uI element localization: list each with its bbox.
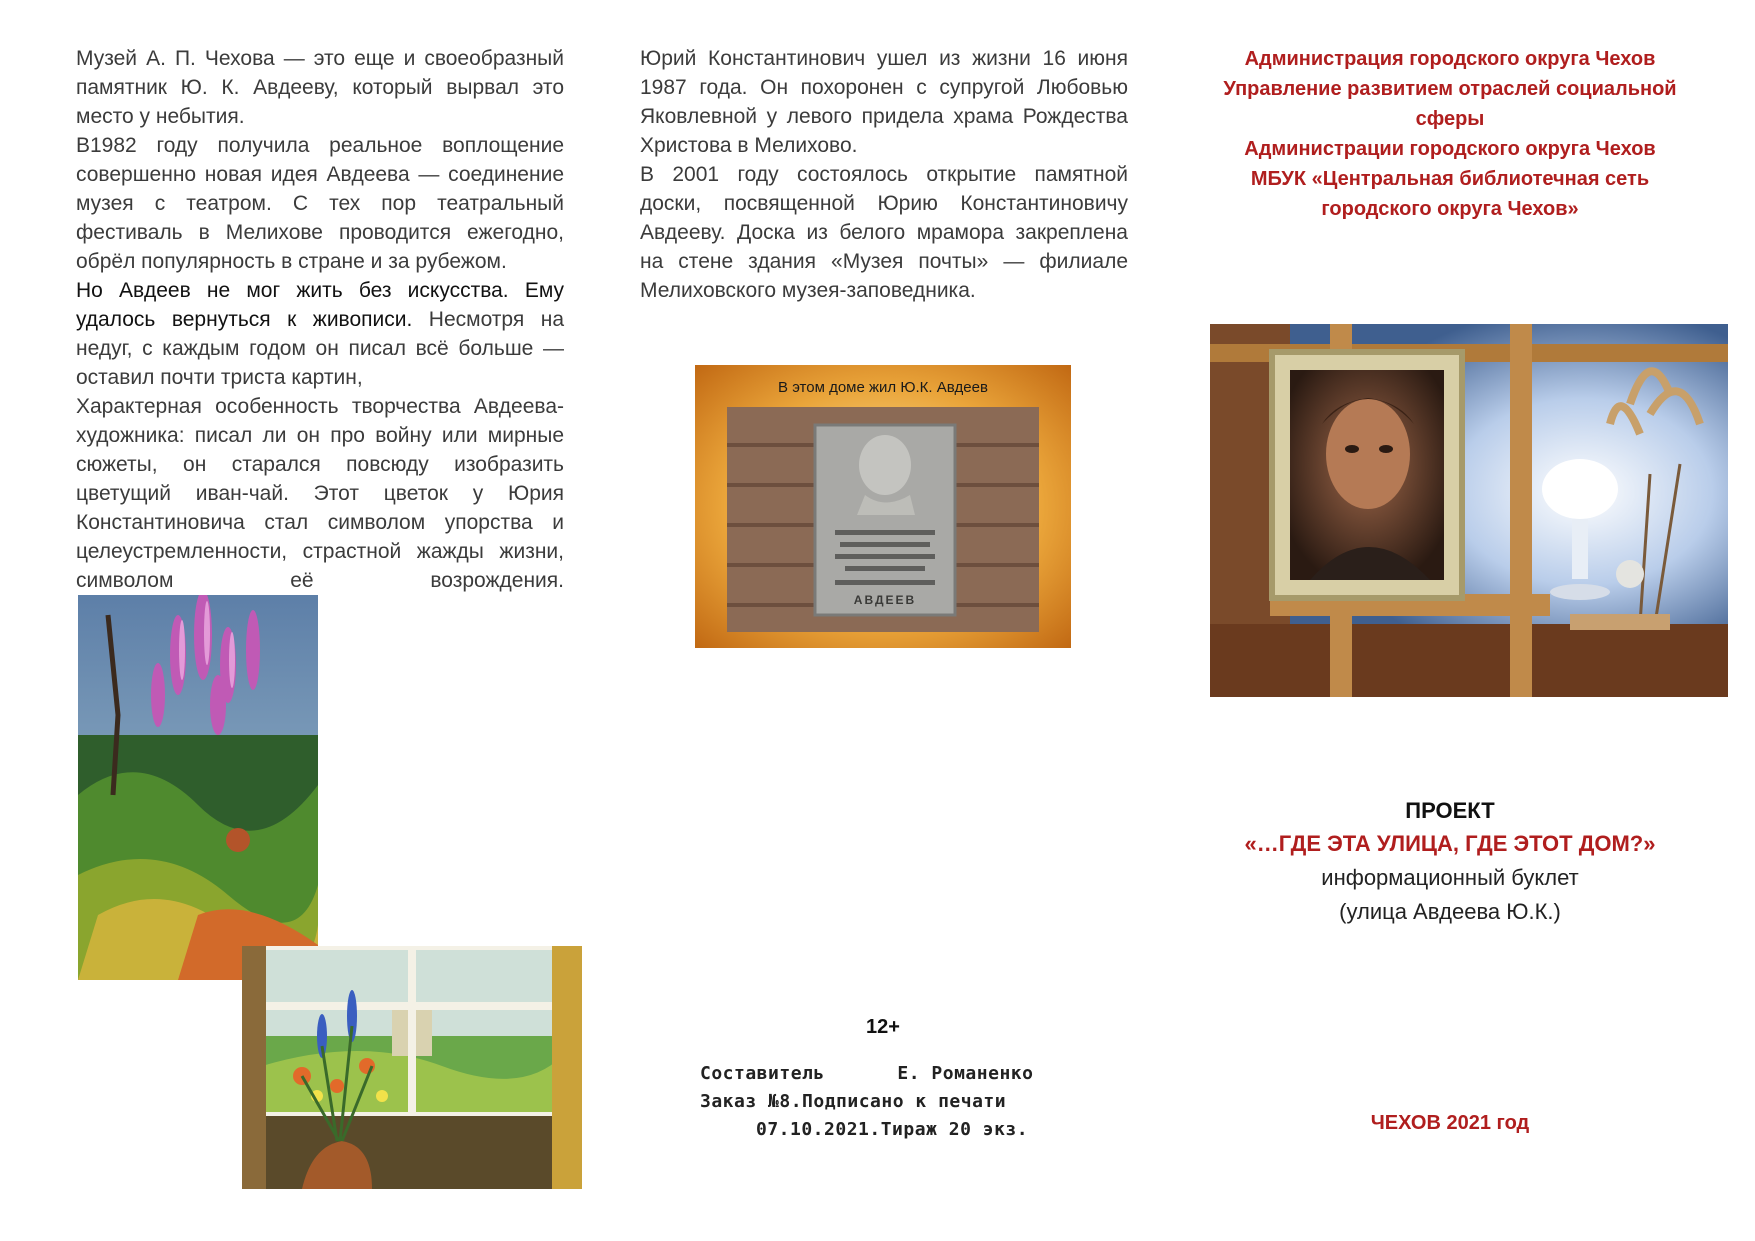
compiler-name: Е. Романенко: [897, 1063, 1034, 1084]
col1-paragraph-1: Музей А. П. Чехова — это еще и своеобразный памятник Ю. К. Авдееву, который вырвал это место у небытия.: [76, 47, 564, 128]
age-rating: 12+: [866, 1016, 900, 1038]
imprint-order-line: Заказ №8.Подписано к печати: [700, 1091, 1007, 1112]
col2-paragraph-1: Юрий Константинович ушел из жизни 16 июня 1987 года. Он похоронен с супругой Любовью Яковлевной у левого придела храма Рождества Христова в Мелихово.: [640, 47, 1128, 157]
admin-line-3: сферы: [1415, 108, 1485, 130]
admin-line-2: Управление развитием отраслей социальной: [1223, 78, 1677, 100]
project-label: ПРОЕКТ: [1405, 798, 1495, 823]
col2-paragraph-2: В 2001 году состоялось открытие памятной доски, посвященной Юрию Константиновичу Авдееву. Доска из белого мрамора закреплена на стене здания «Музея почты» — филиале Мелиховского музея-заповедника.: [640, 163, 1128, 302]
plaque-name-text: АВДЕЕВ: [853, 593, 917, 607]
city-year: ЧЕХОВ 2021 год: [1370, 1112, 1530, 1134]
admin-line-6: городского округа Чехов»: [1321, 198, 1579, 220]
memorial-plaque-photo: [695, 365, 1071, 648]
admin-line-4: Администрации городского округа Чехов: [1244, 138, 1656, 160]
col1-paragraph-3: [76, 276, 564, 392]
painting-window-flowers-image: [242, 946, 582, 1189]
imprint-date-line: 07.10.2021.Тираж 20 экз.: [756, 1119, 1029, 1140]
booklet-type: информационный буклет: [1321, 865, 1579, 890]
compiler-label: Составитель: [700, 1063, 825, 1084]
imprint-compiler-line: [700, 1060, 1160, 1088]
admin-line-1: Администрация городского округа Чехов: [1244, 48, 1656, 70]
imprint-block: [700, 1060, 1160, 1144]
col1-paragraph-2: В1982 году получила реальное воплощение совершенно новая идея Авдеева — соединение музея с театром. С тех пор театральный фестиваль в Мелихове проводится ежегодно, обрёл популярность в стране и за рубежом.: [76, 134, 564, 273]
project-title-block: [1210, 795, 1690, 929]
project-title: «…ГДЕ ЭТА УЛИЦА, ГДЕ ЭТОТ ДОМ?»: [1244, 831, 1656, 856]
plaque-photo-caption: В этом доме жил Ю.К. Авдеев: [778, 379, 988, 396]
portrait-on-easel-photo: [1210, 324, 1728, 697]
painting-fireweed-image: [78, 595, 318, 980]
booklet-subtitle: (улица Авдеева Ю.К.): [1339, 899, 1561, 924]
col1-paragraph-4: Характерная особенность творчества Авдеева-художника: писал ли он про войну или мирные сюжеты, он старался повсюду изобразить цветущий иван-чай. Этот цветок у Юрия Константиновича стал символом упорства и целеустремленности, страстной жажды жизни, символом её возрождения.: [76, 395, 564, 592]
column-1-text: [76, 44, 564, 595]
admin-line-5: МБУК «Центральная библиотечная сеть: [1250, 168, 1650, 190]
administration-header: [1210, 44, 1690, 224]
col1-paragraph-3-lead: Но Авдеев не мог жить без искусства. Ему удалось вернуться к живописи.: [76, 279, 564, 331]
column-2-text: [640, 44, 1128, 305]
col1-paragraph-3-rest: Несмотря на недуг, с каждым годом он писал всё больше — оставил почти триста картин,: [76, 308, 564, 389]
